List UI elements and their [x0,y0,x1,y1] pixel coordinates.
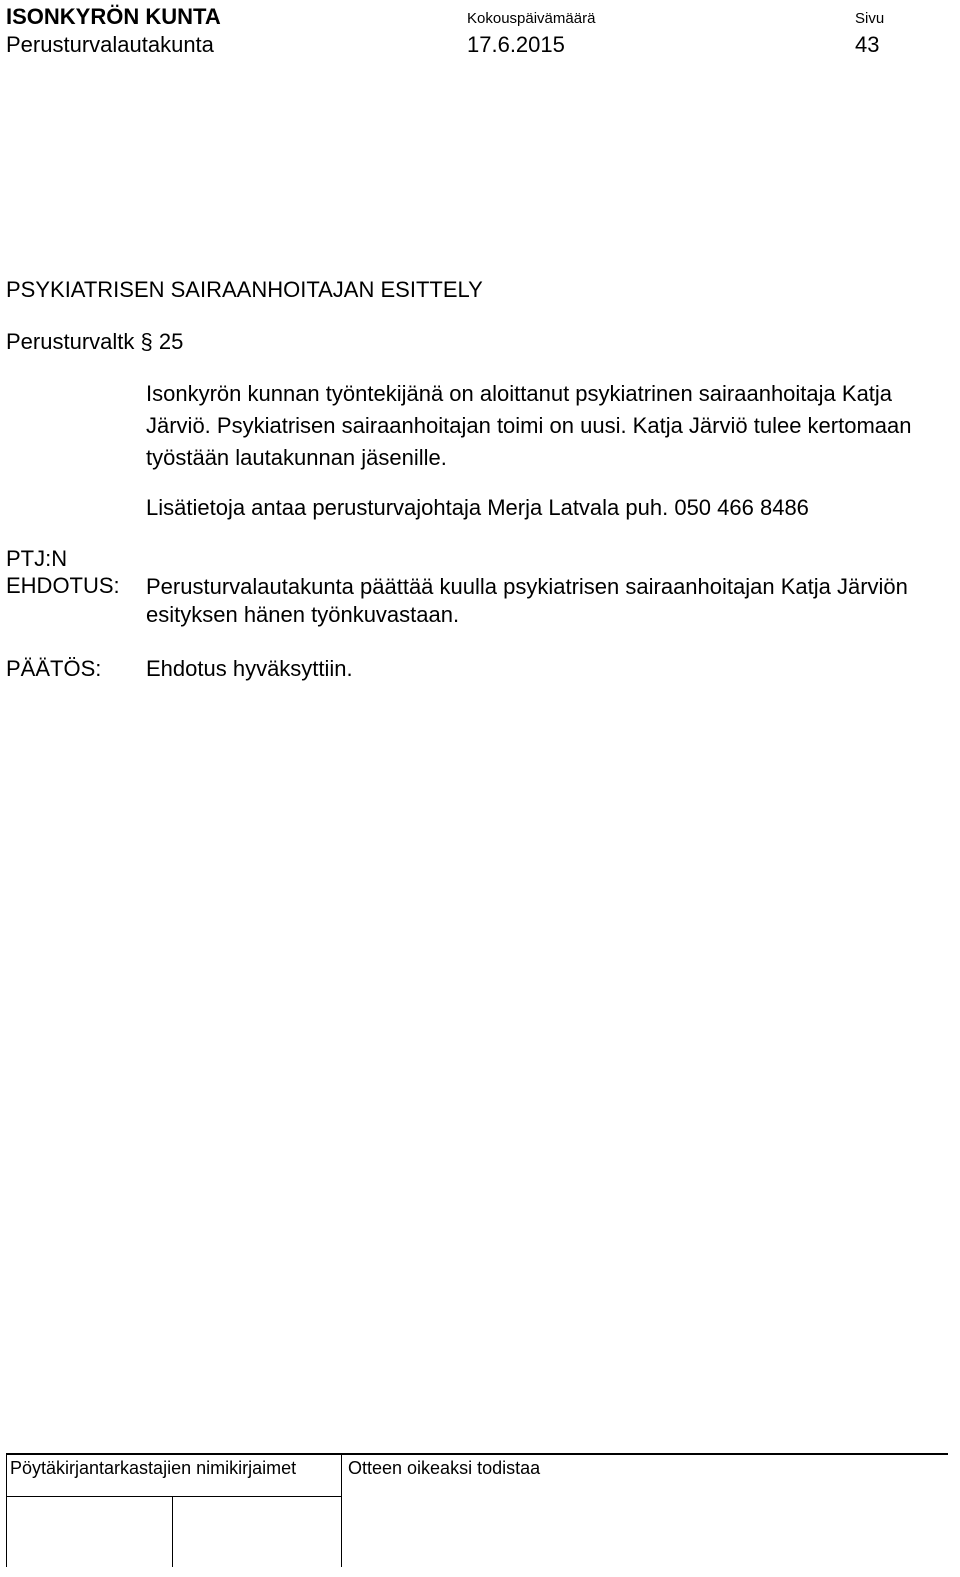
proposal-label: EHDOTUS: [6,573,120,598]
signatures-label: Pöytäkirjantarkastajien nimikirjaimet [10,1458,297,1478]
section-reference: Perusturvaltk § 25 [6,329,184,354]
meeting-date-label: Kokouspäivämäärä [467,10,596,27]
page-label: Sivu [855,10,885,27]
ptj-label: PTJ:N [6,546,68,571]
signatures-column-split [172,1496,173,1567]
item-title: PSYKIATRISEN SAIRAANHOITAJAN ESITTELY [6,277,483,302]
board-name: Perusturvalautakunta [6,32,214,57]
decision-text: Ehdotus hyväksyttiin. [146,656,353,681]
certified-label: Otteen oikeaksi todistaa [348,1458,541,1478]
proposal-text: Perusturvalautakunta päättää kuulla psykiatrisen sairaanhoitajan Katja Järviön esityksen hänen työnkuvastaan. [146,574,908,627]
item-description: Isonkyrön kunnan työntekijänä on aloittanut psykiatrinen sairaanhoitaja Katja Järviö. Psykiatrisen sairaanhoitajan toimi on uusi. Katja Järviö tulee kertomaan työstään lautakunnan jäsenille. [146,381,912,470]
contact-info: Lisätietoja antaa perusturvajohtaja Merja Latvala puh. 050 466 8486 [146,495,809,520]
meeting-date: 17.6.2015 [467,32,565,57]
page-number: 43 [855,32,880,57]
signatures-divider [6,1496,342,1497]
organization-name: ISONKYRÖN KUNTA [6,4,221,29]
decision-label: PÄÄTÖS: [6,656,102,681]
